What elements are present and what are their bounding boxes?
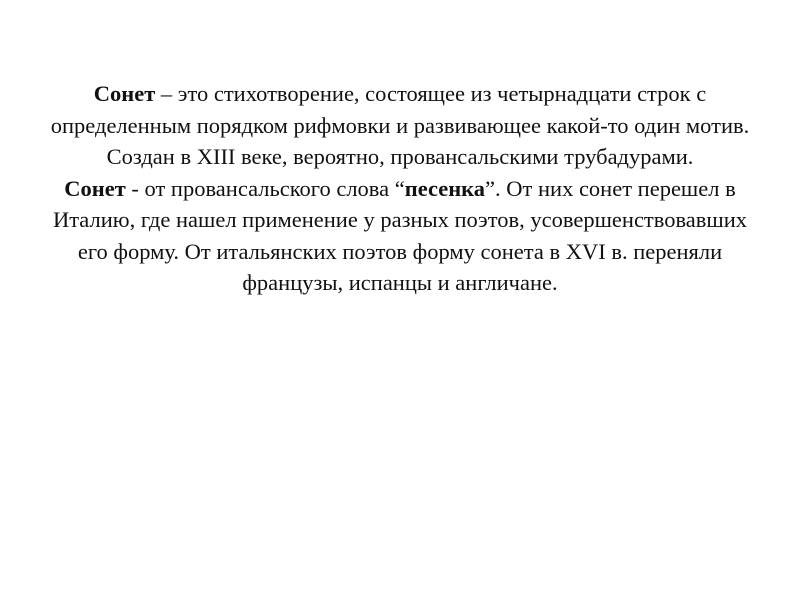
term-sonnet-2: Сонет [64, 175, 126, 201]
origin-sentence: Создан в XIII веке, вероятно, провансальскими трубадурами. [106, 144, 694, 169]
term-sonnet: Сонет [93, 81, 156, 106]
word-pesenka: песенка [404, 175, 486, 201]
etymology-text-b: ”. От них сонет перешел в Италию, где нашел применение у разных поэтов, усовершенствовавших его форму. От итальянских поэтов форму сонета в XVI в. переняли французы, испанцы и англичане. [52, 175, 748, 295]
etymology-text-a: - от провансальского слова “ [125, 175, 405, 201]
definition-text: – это стихотворение, состоящее из четырнадцати строк с определенным порядком рифмовки и развивающее какой-то один мотив. [50, 81, 750, 138]
origin-paragraph [40, 141, 760, 299]
text-block [40, 78, 760, 299]
definition-paragraph [40, 78, 760, 141]
